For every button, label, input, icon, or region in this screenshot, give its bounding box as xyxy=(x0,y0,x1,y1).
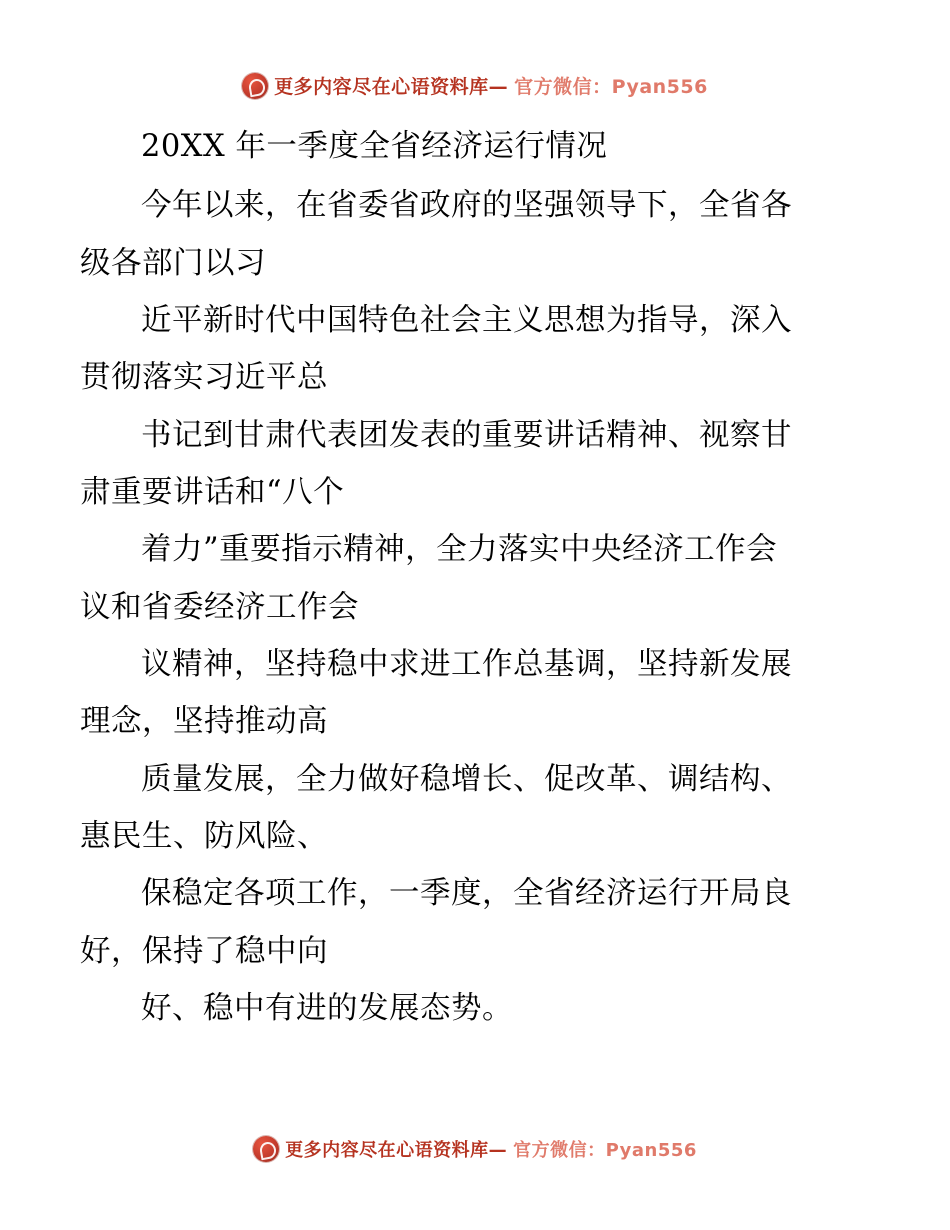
drop-logo-icon xyxy=(253,1136,279,1162)
document-line: 贯彻落实习近平总 xyxy=(80,360,328,396)
document-line: 质量发展，全力做好稳增长、促改革、调结构、 xyxy=(141,761,792,797)
drop-logo-icon xyxy=(242,73,268,99)
document-line: 近平新时代中国特色社会主义思想为指导，深入 xyxy=(141,302,792,338)
watermark-bottom xyxy=(0,1136,950,1162)
document-body xyxy=(80,118,872,1037)
document-title: 20XX 年一季度全省经济运行情况 xyxy=(141,129,608,164)
watermark-top-main-text: 更多内容尽在心语资料库— xyxy=(274,76,509,98)
document-line: 今年以来，在省委省政府的坚强领导下，全省各 xyxy=(141,188,792,224)
watermark-top xyxy=(0,72,950,99)
document-line: 理念，坚持推动高 xyxy=(80,704,328,740)
document-line: 级各部门以习 xyxy=(80,245,266,281)
watermark-top-accent-text: 官方微信：Pyan556 xyxy=(514,76,708,98)
document-line: 保稳定各项工作，一季度，全省经济运行开局良 xyxy=(141,876,792,912)
document-line: 着力”重要指示精神，全力落实中央经济工作会 xyxy=(141,532,778,568)
document-line: 议精神，坚持稳中求进工作总基调，坚持新发展 xyxy=(141,646,792,682)
document-line: 肃重要讲话和“八个 xyxy=(80,474,345,510)
document-line: 议和省委经济工作会 xyxy=(80,589,359,625)
watermark-bottom-main-text: 更多内容尽在心语资料库— xyxy=(285,1140,508,1161)
document-line: 好、稳中有进的发展态势。 xyxy=(141,990,513,1026)
document-line: 书记到甘肃代表团发表的重要讲话精神、视察甘 xyxy=(141,417,792,453)
document-line: 惠民生、防风险、 xyxy=(80,818,328,854)
watermark-bottom-accent-text: 官方微信：Pyan556 xyxy=(513,1140,697,1161)
document-line: 好，保持了稳中向 xyxy=(80,933,328,969)
